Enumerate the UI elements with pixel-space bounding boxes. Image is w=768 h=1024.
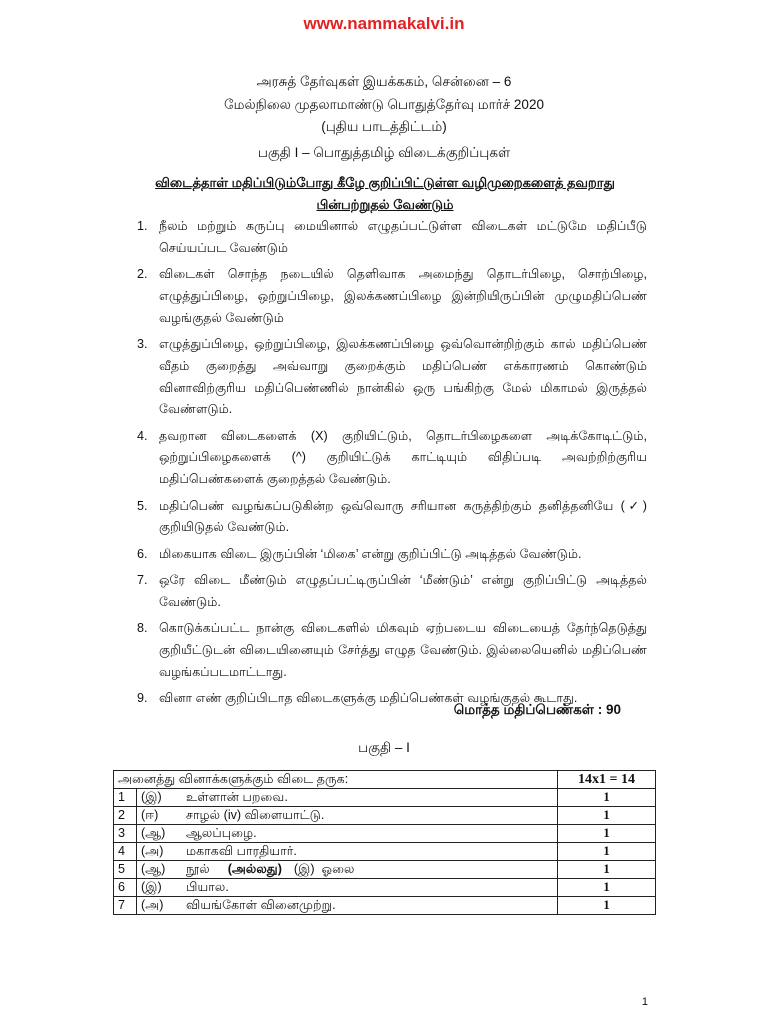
question-number: 6: [114, 879, 137, 897]
answer-option: (இ): [141, 790, 162, 804]
rule-number: 8.: [137, 621, 148, 636]
answer-mark: 1: [558, 861, 656, 879]
table-instruction: அனைத்து வினாக்களுக்கும் விடை தருக:: [114, 771, 558, 789]
question-number: 5: [114, 861, 137, 879]
answer-option-alt: (இ): [293, 862, 315, 876]
answer-cell: [137, 789, 558, 807]
rule-text: கொடுக்கப்பட்ட நான்கு விடைகளில் மிகவும் ஏற்படைய விடையைத் தேர்ந்தெடுத்து குறியீட்டுடன் விடையினையும் சேர்த்து எழுத வேண்டும். இல்லையெனில் மதிப்பெண் வழங்கப்படமாட்டாது.: [159, 621, 647, 679]
question-number: 2: [114, 807, 137, 825]
answer-text: ஆலப்புழை.: [186, 826, 257, 840]
answer-option: (ஈ): [141, 808, 159, 822]
total-marks: மொத்த மதிப்பெண்கள் : 90: [453, 702, 621, 717]
answer-separator: (அல்லது): [227, 862, 282, 876]
table-row: [114, 879, 656, 897]
answer-option: (ஆ): [141, 862, 166, 876]
header-line-2: மேல்நிலை முதலாமாண்டு பொதுத்தேர்வு மார்ச் 2020: [224, 96, 544, 112]
document-header: [0, 71, 768, 139]
rule-text: ஒரே விடை மீண்டும் எழுதப்பட்டிருப்பின் ‘மீண்டும்’ என்று குறிப்பிட்டு அடித்தல் வேண்டும்.: [159, 572, 647, 609]
answer-mark: 1: [558, 807, 656, 825]
rule-number: 9.: [137, 690, 148, 705]
answer-text: வியங்கோள் வினைமுற்று.: [186, 898, 336, 912]
rule-number: 1.: [137, 219, 148, 233]
page-number: 1: [641, 996, 648, 1008]
rule-item: [137, 618, 647, 683]
table-header-row: [114, 771, 656, 789]
rule-text: எழுத்துப்பிழை, ஒற்றுப்பிழை, இலக்கணப்பிழை ஒவ்வொன்றிற்கும் கால் மதிப்பெண் வீதம் குறைத்து அவ்வாறு குறைக்கும் மதிப்பெண் எக்காரணம் கொண்டும் வினாவிற்குரிய மதிப்பெண்ணில் நான்கில் ஒரு பங்கிற்கு மேல் மிகாமல் இருத்தல் வேண்ளடும்.: [159, 336, 647, 417]
rule-text: மிகையாக விடை இருப்பின் ‘மிகை’ என்று குறிப்பிட்டு அடித்தல் வேண்டும்.: [159, 546, 582, 561]
rule-item: [137, 496, 647, 540]
rule-item: [137, 334, 647, 421]
table-row: [114, 807, 656, 825]
answer-table: [113, 770, 656, 915]
answer-mark: 1: [558, 825, 656, 843]
rule-number: 6.: [137, 546, 148, 561]
table-row: [114, 789, 656, 807]
answer-mark: 1: [558, 897, 656, 915]
rule-text: தவறான விடைகளைக் (X) குறியிட்டும், தொடர்பிழைகளை அடிக்கோடிட்டும், ஒற்றுப்பிழைகளைக் (^) குறியிட்டுக் காட்டியும் விதிப்படி அவற்றிற்குரிய மதிப்பெண்களைக் குறைத்தல் வேண்டும்.: [159, 428, 647, 487]
instructions-heading: [135, 172, 635, 216]
rule-number: 4.: [137, 428, 148, 443]
table-row: [114, 897, 656, 915]
answer-option: (அ): [141, 898, 164, 912]
rule-text: மதிப்பெண் வழங்கப்படுகின்ற ஒவ்வொரு சரியான கருத்திற்கும் தனித்தனியே (✓) குறியிடுதல் வேண்டும்.: [159, 498, 647, 535]
rules-list: [137, 216, 647, 714]
answer-text: பியால.: [186, 880, 229, 894]
rule-number: 2.: [137, 267, 148, 282]
question-number: 1: [114, 789, 137, 807]
instructions-heading-line-2: பின்பற்றுதல் வேண்டும்: [316, 197, 454, 212]
answer-mark: 1: [558, 843, 656, 861]
rule-item: [137, 264, 647, 329]
answer-text: சாழல் (iv) விளையாட்டு.: [186, 808, 325, 822]
answer-text: உள்ளான் பறவை.: [186, 790, 288, 804]
rule-text: நீலம் மற்றும் கருப்பு மையினால் எழுதப்பட்டுள்ள விடைகள் மட்டுமே மதிப்பீடு செய்யப்பட வேண்டும்: [159, 219, 647, 255]
table-row: [114, 861, 656, 879]
header-line-1: அரசுத் தேர்வுகள் இயக்ககம், சென்னை – 6: [256, 74, 512, 89]
answer-text: நூல்: [186, 862, 210, 876]
table-row: [114, 825, 656, 843]
answer-cell: [137, 843, 558, 861]
question-number: 7: [114, 897, 137, 915]
answer-text-alt: ஓலை: [321, 862, 355, 876]
question-number: 3: [114, 825, 137, 843]
answer-option: (அ): [141, 844, 164, 858]
table-row: [114, 843, 656, 861]
answer-cell: [137, 861, 558, 879]
site-url: www.nammakalvi.in: [303, 14, 465, 33]
answer-cell: [137, 825, 558, 843]
answer-mark: 1: [558, 879, 656, 897]
answer-cell: [137, 897, 558, 915]
marks-header: 14x1 = 14: [558, 771, 656, 789]
rule-item: [137, 544, 647, 566]
rule-number: 3.: [137, 336, 148, 351]
question-number: 4: [114, 843, 137, 861]
part-label: பகுதி – I: [358, 740, 410, 755]
rule-text: விடைகள் சொந்த நடையில் தெளிவாக அமைந்து தொடர்பிழை, சொற்பிழை, எழுத்துப்பிழை, ஒற்றுப்பிழை, இலக்கணப்பிழை இன்றியிருப்பின் முழுமதிப்பெண் வழங்குதல் வேண்டும்: [159, 267, 647, 325]
answer-text: மகாகவி பாரதியார்.: [186, 844, 297, 858]
answer-mark: 1: [558, 789, 656, 807]
section-title: பகுதி I – பொதுத்தமிழ் விடைக்குறிப்புகள்: [257, 145, 511, 160]
answer-cell: [137, 807, 558, 825]
rule-item: [137, 570, 647, 614]
answer-option: (இ): [141, 880, 162, 894]
rule-number: 5.: [137, 498, 148, 513]
rule-item: [137, 426, 647, 491]
rule-item: [137, 216, 647, 260]
instructions-heading-line-1: விடைத்தாள் மதிப்பிடும்போது கீழே குறிப்பிட்டுள்ள வழிமுறைகளைத் தவறாது: [155, 175, 615, 190]
header-line-3: (புதிய பாடத்திட்டம்): [321, 119, 447, 134]
rule-text: வினா எண் குறிப்பிடாத விடைகளுக்கு மதிப்பெண்கள் வழங்குதல் கூடாது.: [159, 690, 578, 705]
answer-option: (ஆ): [141, 826, 166, 840]
answer-cell: [137, 879, 558, 897]
rule-number: 7.: [137, 572, 148, 587]
